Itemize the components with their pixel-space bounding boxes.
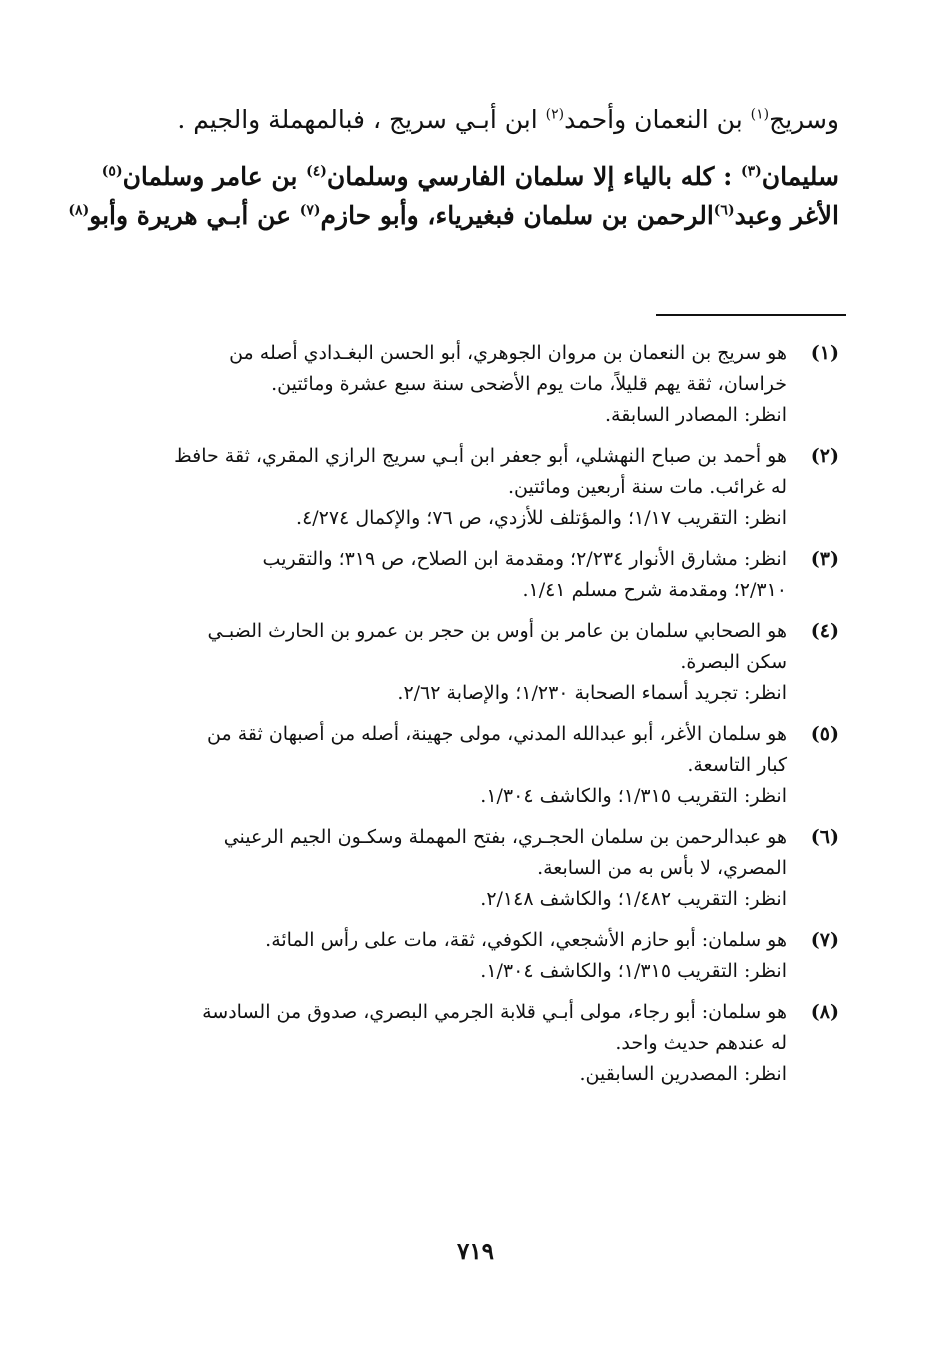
footnote-2 (137, 441, 839, 534)
main-text-line-2 (101, 160, 839, 194)
footnote-line: له غرائب. مات سنة أربعين ومائتين. (507, 476, 787, 498)
footnote-line: ٢/٣١٠؛ ومقدمة شرح مسلم ١/٤١. (522, 579, 787, 601)
footnote-5 (137, 719, 839, 812)
footnote-line: هو سلمان الأغر، أبو عبدالله المدني، مولى جهينة، أصله من أصبهان ثقة من (207, 723, 787, 745)
footnote-4 (137, 616, 839, 709)
footnote-number: (٣) (810, 548, 839, 570)
footnote-number: (٢) (810, 445, 839, 467)
footnote-1 (137, 338, 839, 431)
footnote-ref[interactable]: (٧) (299, 202, 321, 219)
footnote-line: خراسان، ثقة يهم قليلاً، مات يوم الأضحى سنة سبع عشرة ومائتين. (271, 373, 787, 395)
text-run: : كله بالياء إلا سلمان الفارسي وسلمان (326, 162, 742, 191)
footnote-ref[interactable]: (٨) (68, 202, 90, 219)
footnote-3 (137, 544, 839, 606)
main-text-line-3 (68, 199, 839, 233)
footnote-source: انظر: تجريد أسماء الصحابة ١/٢٣٠؛ والإصابة ٢/٦٢. (397, 682, 787, 704)
footnote-line: انظر: مشارق الأنوار ٢/٢٣٤؛ ومقدمة ابن الصلاح، ص ٣١٩؛ والتقريب (262, 548, 787, 570)
footnote-ref[interactable]: (٥) (101, 163, 123, 180)
text-run: سليمان (761, 162, 839, 191)
footnote-line: هو الصحابي سلمان بن عامر بن أوس بن حجر بن عمرو بن الحارث الضبـي (207, 620, 787, 642)
footnote-ref[interactable]: (١) (750, 106, 770, 123)
footnote-6 (137, 822, 839, 915)
footnotes (137, 338, 839, 1100)
footnote-source: انظر: المصدرين السابقين. (579, 1063, 787, 1085)
footnote-source: انظر: التقريب ١/٣١٥؛ والكاشف ١/٣٠٤. (480, 960, 787, 982)
footnote-source: انظر: التقريب ١/٣١٥؛ والكاشف ١/٣٠٤. (480, 785, 787, 807)
footnote-8 (137, 997, 839, 1090)
footnote-7 (137, 925, 839, 987)
footnote-number: (٨) (810, 1001, 839, 1023)
footnote-number: (٧) (810, 929, 839, 951)
text-run: عن أبـي هريرة وأبو (89, 201, 300, 230)
text-run: وسريج (769, 105, 839, 134)
footnote-number: (٥) (810, 723, 839, 745)
footnote-line: هو عبدالرحمن بن سلمان الحجـري، بفتح المهملة وسكـون الجيم الرعيني (223, 826, 787, 848)
footnote-ref[interactable]: (٦) (713, 202, 735, 219)
text-run: بن النعمان وأحمد (564, 105, 751, 134)
footnote-line: له عندهم حديث واحد. (615, 1032, 787, 1054)
text-run: الرحمن بن سلمان فبغيرياء، وأبو حازم (320, 201, 714, 230)
footnote-number: (١) (810, 342, 839, 364)
footnote-line: هو أحمد بن صباح النهشلي، أبو جعفر ابن أبـي سريج الرازي المقري، ثقة حافظ (174, 445, 787, 467)
footnote-ref[interactable]: (٢) (545, 106, 565, 123)
footnote-line: هو سلمان: أبو رجاء، مولى أبـي قلابة الجرمي البصري، صدوق من السادسة (202, 1001, 787, 1023)
footnote-line: هو سلمان: أبو حازم الأشجعي، الكوفي، ثقة، مات على رأس المائة. (265, 929, 787, 951)
footnote-line: كبار التاسعة. (687, 754, 787, 776)
footnote-line: سكن البصرة. (680, 651, 787, 673)
footnote-number: (٦) (810, 826, 839, 848)
text-run: الأغر وعبد (734, 201, 839, 230)
text-run: بن عامر وسلمان (122, 162, 307, 191)
footnote-ref[interactable]: (٤) (306, 163, 327, 180)
footnote-source: انظر: التقريب ١/٤٨٢؛ والكاشف ٢/١٤٨. (480, 888, 787, 910)
main-text-line-1 (104, 103, 839, 137)
footnote-source: انظر: التقريب ١/١٧؛ والمؤتلف للأزدي، ص ٧٦؛ والإكمال ٤/٢٧٤. (296, 507, 787, 529)
footnote-ref[interactable]: (٣) (741, 163, 762, 180)
footnote-line: هو سريج بن النعمان بن مروان الجوهري، أبو الحسن البغـدادي أصله من (229, 342, 787, 364)
footnote-number: (٤) (810, 620, 839, 642)
footnote-separator (656, 314, 846, 316)
text-run: ابن أبـي سريج ، فبالمهملة والجيم . (177, 105, 546, 134)
footnote-source: انظر: المصادر السابقة. (604, 404, 787, 426)
footnote-line: المصري، لا بأس به من السابعة. (537, 857, 787, 879)
page-number: ٧١٩ (456, 1238, 495, 1265)
